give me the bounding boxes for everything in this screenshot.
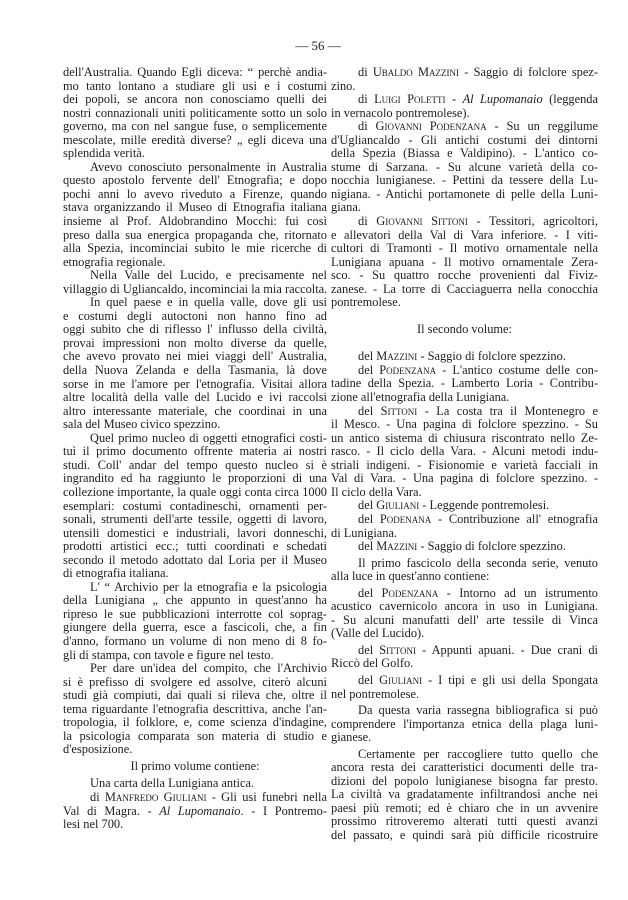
text-line	[331, 134, 598, 148]
text-line	[63, 716, 327, 730]
paragraph	[63, 296, 327, 431]
text-line	[331, 459, 598, 473]
text-segment: . - I Pontremo-	[240, 803, 328, 818]
text-segment: e allevatori della Val di Vara inferiore. - I viti-	[331, 227, 598, 242]
text-line	[331, 418, 598, 432]
text-segment: - Appunti apuani. - Due crani di	[415, 642, 598, 657]
text-line	[63, 459, 327, 473]
paragraph	[63, 269, 327, 296]
text-segment: Certamente per raccogliere tutto quello che	[358, 746, 598, 761]
text-segment: e costumi degli autoctoni non hanno fino ad	[63, 308, 327, 323]
text-line	[63, 689, 327, 703]
text-segment: dei popoli, se ancora non conosciamo quelli dei	[63, 92, 327, 107]
text-segment: - Su un reggilume	[486, 119, 598, 134]
text-segment: del	[358, 403, 381, 418]
paragraph	[63, 662, 327, 757]
text-segment: d'Ugliancaldo - Gli antichi costumi dei dintorni	[331, 132, 598, 147]
text-segment: Avevo conosciuto personalmente in Australia	[90, 159, 327, 174]
paragraph	[63, 777, 327, 791]
author-name: Podenzana	[381, 585, 439, 600]
text-line	[63, 350, 327, 364]
text-segment: Il primo fascicolo della seconda serie, venuto	[358, 555, 598, 570]
text-line	[331, 377, 598, 391]
text-segment: ripreso le sue pubblicazioni interrotte col soprag-	[63, 606, 327, 621]
text-segment: Val di Magra. -	[63, 803, 160, 818]
text-line	[63, 432, 327, 446]
text-segment: cultori di Tramonti - Il motivo ornamentale nella	[331, 241, 598, 256]
text-line	[331, 627, 598, 641]
text-segment: prossimo ritroveremo alterati tutti questi avanzi	[331, 814, 598, 829]
text-line	[63, 472, 327, 486]
text-segment: altro interessante materiale, che coordinai in una	[63, 403, 327, 418]
text-segment: mo tanto lontano a studiare gli usi e i costumi	[63, 78, 327, 93]
text-segment: tadine della Spezia. - Lamberto Loria - Contribu-	[331, 376, 598, 391]
text-segment: nostri connazionali uniti politicamente sotto un solo	[63, 105, 327, 120]
text-line	[331, 66, 598, 80]
section-heading: Il primo volume contiene:	[130, 758, 260, 773]
paragraph	[63, 581, 327, 662]
text-line	[331, 600, 598, 614]
text-segment: sorse in me l'amore per l'etnografia. Visitai allora	[63, 376, 327, 391]
text-line	[331, 704, 598, 718]
text-line	[63, 283, 327, 297]
text-line	[331, 644, 598, 658]
text-line	[63, 66, 327, 80]
text-segment: esemplari: costumi contadineschi, ornamenti per-	[63, 498, 327, 513]
text-segment: La civiltà va gradatamente infiltrandosi anche nei	[331, 787, 598, 802]
author-name: Giuliani	[376, 498, 420, 513]
text-segment: di Lunigiana.	[331, 525, 398, 540]
text-segment: - Gli usi funebri nella	[206, 789, 327, 804]
text-segment: governo, ma con nel sangue fuse, o semplicemente	[63, 119, 327, 134]
text-segment: d'anno, formano un volume di non meno di 8 fo-	[63, 633, 327, 648]
text-line	[331, 788, 598, 802]
text-line	[63, 269, 327, 283]
text-segment: d'esposizione.	[63, 742, 133, 757]
text-line	[331, 614, 598, 628]
left-column	[63, 66, 327, 832]
author-name: Giovanni Sittoni	[376, 214, 468, 229]
text-segment: Da questa varia rassegna bibliografica si può	[358, 703, 598, 718]
text-segment: In quel paese e in quella valle, dove gli usi	[90, 295, 327, 310]
text-line	[331, 688, 598, 702]
text-line	[331, 718, 598, 732]
text-line	[63, 188, 327, 202]
text-segment: un antico sistema di chiusura riscontrato nello Ze-	[331, 430, 598, 445]
text-segment: striali indigeni. - Fisionomie e varietà facciali in	[331, 457, 598, 472]
text-segment: del	[358, 349, 377, 364]
text-line	[63, 805, 327, 819]
text-line	[63, 567, 327, 581]
text-line	[63, 107, 327, 121]
text-line	[331, 350, 598, 364]
text-line	[63, 527, 327, 541]
author-name: Podenana	[379, 511, 432, 526]
text-line	[63, 635, 327, 649]
text-segment: stume di Sarzana. - Su alcune varietà della co-	[331, 159, 598, 174]
text-line	[331, 242, 598, 256]
text-segment: la psicologia comparata son materia di studio e	[63, 728, 327, 743]
author-name: Giovanni Podenzana	[375, 119, 487, 134]
text-segment: alla Spezia, incominciai subito le mie ricerche di	[63, 241, 327, 256]
page-number: — 56 —	[295, 38, 341, 53]
text-line	[331, 269, 598, 283]
text-line	[63, 554, 327, 568]
text-segment: secondo il metodo adottato dal Loria per il Museo	[63, 552, 327, 567]
text-line	[63, 703, 327, 717]
text-segment: dell'Australia. Quando Egli diceva: “ perchè andia-	[63, 65, 327, 79]
text-line	[63, 791, 327, 805]
text-segment: tropologia, il folklore, e, come scienza d'indagine,	[63, 715, 327, 730]
text-line	[331, 657, 598, 671]
text-line	[63, 743, 327, 757]
paragraph	[331, 557, 598, 584]
text-segment: zino.	[331, 78, 356, 93]
text-line	[63, 174, 327, 188]
text-segment: sala del Museo civico spezzino.	[63, 417, 221, 432]
text-segment: Riccò del Golfo.	[331, 656, 414, 671]
text-line	[331, 761, 598, 775]
author-name: Ubaldo Mazzini	[372, 65, 460, 79]
text-line	[331, 256, 598, 270]
text-segment: - Su alcuni manufatti dell' arte tessile di Vinca	[331, 612, 598, 627]
text-line	[63, 405, 327, 419]
author-name: Podenzana	[379, 362, 437, 377]
text-segment: acustico cavernicolo ancora in uso in Lunigiana.	[331, 599, 598, 614]
text-segment: (Valle del Lucido).	[331, 626, 425, 641]
paragraph	[331, 644, 598, 671]
paragraph	[331, 215, 598, 310]
text-line	[331, 188, 598, 202]
text-line	[63, 364, 327, 378]
author-name: Luigi Poletti	[374, 92, 446, 107]
paragraph	[63, 432, 327, 581]
text-segment: di	[358, 214, 377, 229]
text-segment: di	[90, 789, 105, 804]
text-segment: - Tessitori, agricoltori,	[467, 214, 598, 229]
text-segment: preso dalla sua energica propaganda che, ritornato	[63, 227, 327, 242]
text-segment: provai impressioni non molto diverse da quelle,	[63, 335, 327, 350]
text-line	[63, 540, 327, 554]
text-segment: tema riguardante l'etnografia descrittiva, anche l'an-	[63, 701, 327, 716]
text-line	[63, 662, 327, 676]
text-line	[331, 557, 598, 571]
text-segment: gianese.	[331, 730, 372, 745]
text-segment: Nella Valle del Lucido, e precisamente nel	[90, 268, 327, 283]
text-segment: mescolate, mille eredità diverse? „ egli diceva una	[63, 132, 327, 147]
text-line	[331, 107, 598, 121]
paragraph	[331, 748, 598, 843]
text-segment: si è prefisso di svolgere ed assolve, citerò alcuni	[63, 674, 327, 689]
text-segment: del passato, e quindi sarà più difficile ricostruire	[331, 827, 598, 842]
paragraph	[63, 66, 327, 161]
text-line	[331, 513, 598, 527]
text-line	[331, 674, 598, 688]
text-segment: stava organizzando il Museo di Etnografia italiana	[63, 200, 327, 215]
text-segment: zanese. - La torre di Cacciaguerra nella conocchia	[331, 281, 598, 296]
text-segment: splendida verità.	[63, 146, 145, 161]
text-line	[331, 120, 598, 134]
text-line	[331, 229, 598, 243]
text-segment: - L'antico costume delle con-	[436, 362, 598, 377]
text-segment: - Intorno ad un istrumento	[438, 585, 598, 600]
text-segment: Lunigiana apuana - Il motivo ornamentale Zera-	[331, 254, 598, 269]
text-line	[331, 829, 598, 843]
text-segment: del	[358, 362, 380, 377]
text-line	[331, 432, 598, 446]
text-segment: - Contribuzione all' etnografia	[431, 511, 598, 526]
text-segment: di	[358, 92, 375, 107]
text-line	[63, 161, 327, 175]
author-name: Mazzini	[376, 349, 418, 364]
text-line	[331, 296, 598, 310]
text-line	[63, 256, 327, 270]
text-line	[63, 486, 327, 500]
text-line	[63, 581, 327, 595]
text-segment: della Lunigiana „ che appunto in quest'anno ha	[63, 593, 327, 608]
text-segment: Quel primo nucleo di oggetti etnografici costi-	[90, 430, 327, 445]
text-segment: - Saggio di folclore spez-	[459, 65, 598, 79]
text-segment: della Nuova Zelanda e della Tasmania, là dove	[63, 363, 327, 378]
text-segment: - Saggio di folclore spezzino.	[417, 349, 566, 364]
text-line	[331, 748, 598, 762]
paragraph	[331, 674, 598, 701]
text-segment: Una carta della Lunigiana antica.	[90, 776, 255, 791]
text-line	[63, 730, 327, 744]
text-segment: di	[358, 119, 376, 134]
text-line	[63, 818, 327, 832]
text-segment: (leggenda	[542, 92, 598, 107]
text-line	[331, 161, 598, 175]
text-segment: Il ciclo della Vara.	[331, 484, 422, 499]
text-line	[331, 499, 598, 513]
text-segment: prodotti artistici ecc.; tutti coordinati e schedati	[63, 539, 327, 554]
text-segment: Per dare un'idea del compito, che l'Archivio	[90, 661, 327, 676]
work-title: Al Lupomanaio	[159, 803, 241, 818]
paragraph	[331, 540, 598, 554]
text-segment: del	[358, 585, 382, 600]
text-segment: del	[358, 511, 380, 526]
author-name: Manfredo Giuliani	[104, 789, 207, 804]
text-line	[331, 405, 598, 419]
author-name: Sittoni	[379, 642, 416, 657]
paragraph	[331, 93, 598, 120]
text-line	[63, 323, 327, 337]
text-segment: in vernacolo pontremolese).	[331, 105, 470, 120]
text-segment: del	[358, 642, 380, 657]
text-segment: dizioni del popolo lunigianese bisogna far presto.	[331, 773, 598, 788]
text-segment: - Leggende pontremolesi.	[419, 498, 550, 513]
text-line	[63, 513, 327, 527]
text-segment: villaggio di Ugliancaldo, incominciai la mia raccolta.	[63, 281, 328, 296]
text-line	[63, 296, 327, 310]
paragraph	[331, 66, 598, 93]
text-segment: studi. Coll' andar del tempo questo nucleo si è	[63, 457, 327, 472]
right-column	[331, 66, 598, 843]
text-line	[63, 649, 327, 663]
text-line	[331, 775, 598, 789]
text-line	[63, 134, 327, 148]
text-segment: che avevo provato nei miei viaggi dell' Australia,	[63, 349, 327, 364]
text-segment: rasco. - Il ciclo della Vara. - Alcuni metodi indu-	[331, 444, 598, 459]
paragraph	[331, 499, 598, 513]
text-line	[63, 93, 327, 107]
text-segment: giana.	[331, 200, 361, 215]
text-line	[331, 486, 598, 500]
text-line	[63, 337, 327, 351]
text-segment: nel pontremolese.	[331, 686, 420, 701]
text-line	[331, 472, 598, 486]
text-segment: pontremolese.	[331, 295, 401, 310]
text-line	[331, 527, 598, 541]
paragraph	[331, 350, 598, 364]
text-segment: studi già compiuti, dai quali si rileva che, oltre il	[63, 688, 327, 703]
text-segment: - Saggio di folclore spezzino.	[417, 539, 566, 554]
text-line	[331, 93, 598, 107]
text-segment: ingrandito ed ha raggiunto le proporzioni di una	[63, 471, 327, 486]
text-line	[63, 621, 327, 635]
text-segment: sco. - Su quattro rocche provenienti dal Fiviz-	[331, 268, 598, 283]
text-segment: pochi anni lo avevo riveduto a Firenze, quando	[63, 186, 327, 201]
paragraph	[331, 364, 598, 405]
text-segment: alla luce in quest'anno contiene:	[331, 569, 490, 584]
text-segment: nocchia lunigianese. - Pettini da tessere della Lu-	[331, 173, 598, 188]
paragraph	[331, 405, 598, 500]
text-segment: ancora resta dei caratteristici documenti delle tra-	[331, 760, 598, 775]
text-segment: Val di Vara. - Una pagina di folclore spezzino. -	[331, 471, 598, 486]
text-line	[331, 201, 598, 215]
text-segment: comprendere l'importanza etnica della plaga luni-	[331, 716, 598, 731]
author-name: Sittoni	[380, 403, 418, 418]
text-line	[63, 777, 327, 791]
text-line	[63, 418, 327, 432]
text-segment: -	[445, 92, 463, 107]
text-segment: tuì il primo documento offrente materia ai nostri	[63, 444, 327, 459]
paragraph	[63, 791, 327, 832]
text-line	[331, 364, 598, 378]
text-segment: etnografia regionale.	[63, 254, 166, 269]
text-segment: zione all'etnografia della Lunigiana.	[331, 390, 510, 405]
text-line	[63, 500, 327, 514]
text-line	[331, 445, 598, 459]
text-line	[331, 174, 598, 188]
text-line	[331, 391, 598, 405]
paragraph	[331, 120, 598, 215]
text-segment: questo apostolo fervente dell' Etnografia; e dopo	[63, 173, 327, 188]
text-line	[63, 201, 327, 215]
text-segment: giungere della guerra, esce a fascicoli, che, a fin	[63, 620, 327, 635]
text-segment: utensili domestici e industriali, lavori donneschi,	[63, 525, 327, 540]
text-segment: di etnografia italiana.	[63, 566, 169, 581]
paragraph	[63, 161, 327, 269]
text-line	[63, 310, 327, 324]
text-line	[63, 229, 327, 243]
text-line	[63, 676, 327, 690]
author-name: Giuliani	[379, 672, 423, 687]
work-title: Al Lupomanaio	[462, 92, 543, 107]
text-segment: - I tipi e gli usi della Spongata	[422, 672, 598, 687]
text-line	[331, 587, 598, 601]
text-line	[331, 283, 598, 297]
paragraph	[331, 513, 598, 540]
text-line	[63, 445, 327, 459]
text-segment: del	[358, 498, 377, 513]
text-segment: di	[358, 65, 373, 79]
text-line	[331, 802, 598, 816]
text-segment: della Spezia (Biassa e Valdipino). - L'antico co-	[331, 146, 598, 161]
text-line	[63, 80, 327, 94]
text-line	[331, 215, 598, 229]
text-line	[63, 120, 327, 134]
text-segment: gli di stampa, con tavole e figure nel testo.	[63, 647, 274, 662]
text-segment: paesi più remoti; ed è chiaro che in un avvenire	[331, 800, 598, 815]
text-segment: del	[358, 672, 380, 687]
text-segment: L' “ Archivio per la etnografia e la psicologia	[90, 579, 327, 594]
text-segment: nigiana. - Antichi portamonete di pelle della Luni-	[331, 186, 598, 201]
text-line	[331, 540, 598, 554]
author-name: Mazzini	[376, 539, 418, 554]
text-segment: - La costa tra il Montenegro e	[417, 403, 598, 418]
paragraph	[331, 587, 598, 641]
paragraph	[331, 704, 598, 745]
text-line	[63, 608, 327, 622]
text-line	[63, 391, 327, 405]
text-line	[63, 147, 327, 161]
text-line	[63, 594, 327, 608]
text-line	[331, 147, 598, 161]
text-segment: lesi nel 700.	[63, 817, 124, 832]
text-segment: insieme al Prof. Aldobrandino Mocchi: fui così	[63, 214, 327, 229]
text-segment: collezione importante, la quale oggi conta circa 1000	[63, 484, 327, 499]
text-line	[63, 215, 327, 229]
text-segment: del	[358, 539, 377, 554]
text-line	[331, 80, 598, 94]
text-segment: altre località della valle del Lucido e ivi raccolsi	[63, 390, 327, 405]
section-heading: Il secondo volume:	[417, 321, 512, 336]
text-segment: il Mesco. - Una pagina di folclore spezzino. - Su	[331, 417, 598, 432]
text-line	[63, 242, 327, 256]
text-line	[331, 731, 598, 745]
text-segment: sonali, strumenti dell'arte tessile, oggetti di lavoro,	[63, 512, 327, 527]
text-line	[331, 815, 598, 829]
text-line	[331, 570, 598, 584]
text-line	[63, 378, 327, 392]
text-segment: oggi subito che di riflesso l' influsso della civiltà,	[63, 322, 327, 337]
